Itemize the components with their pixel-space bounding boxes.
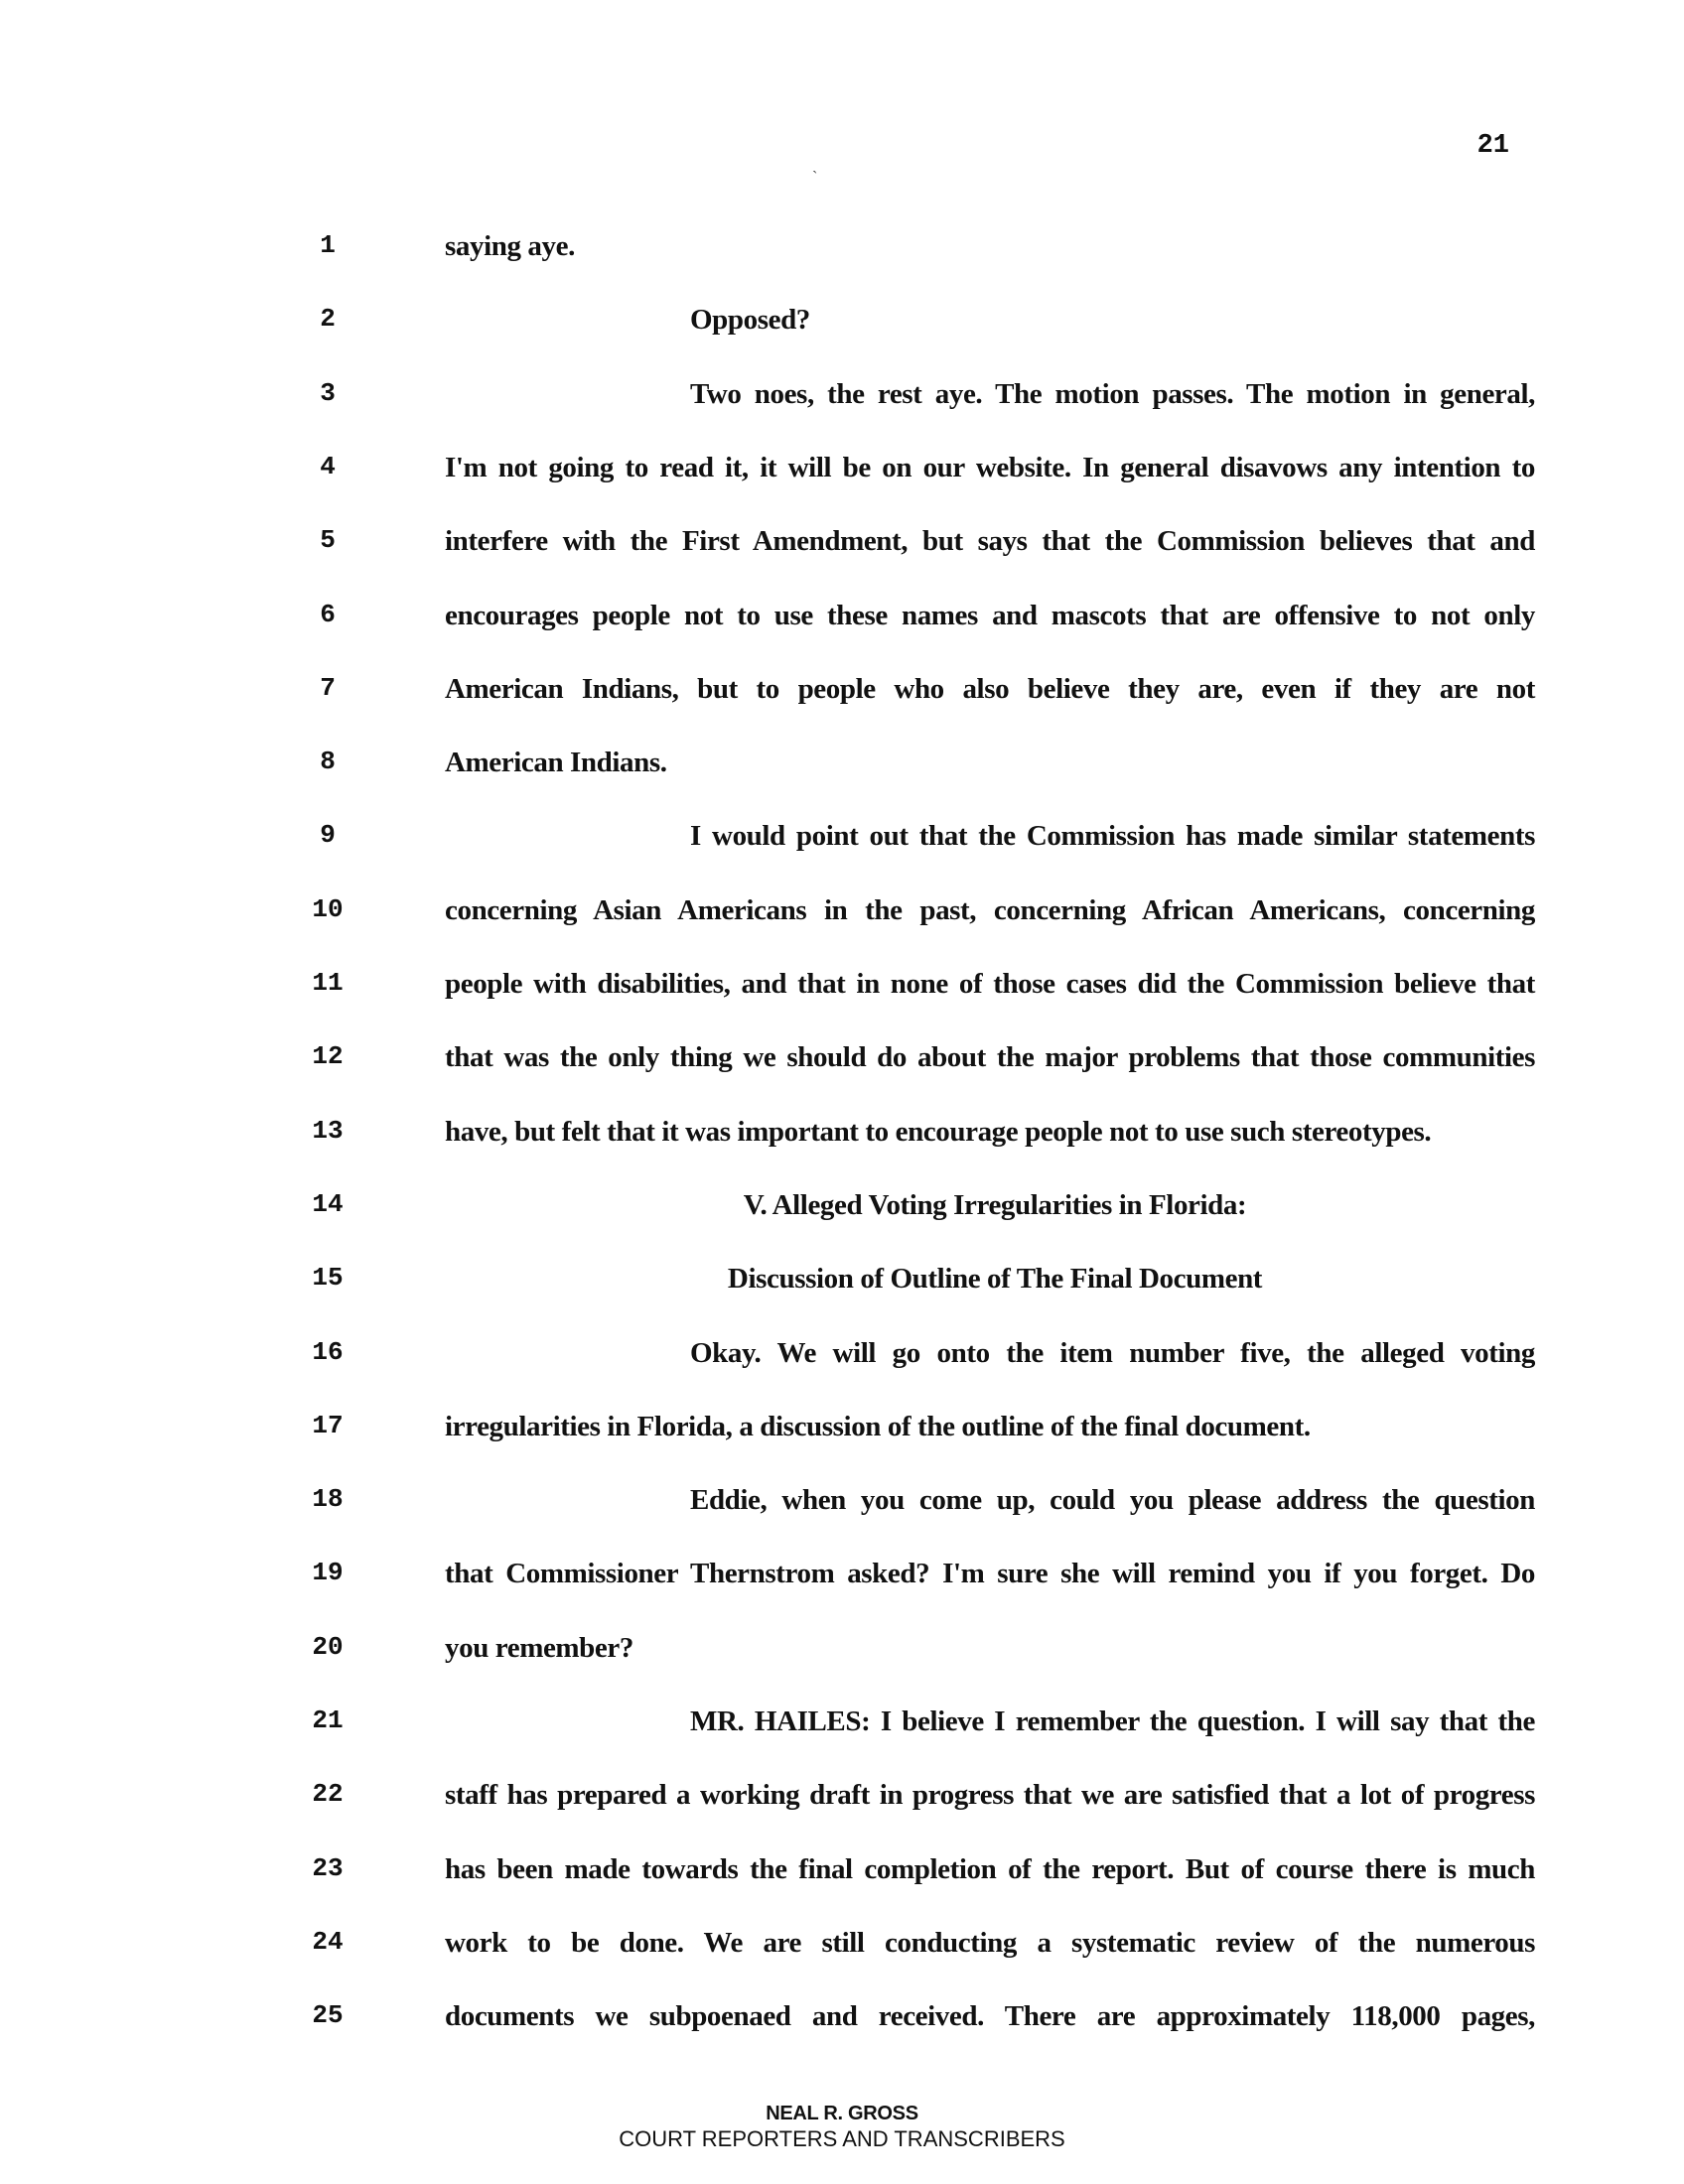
line-text: Opposed? xyxy=(690,304,810,337)
transcript-line xyxy=(0,228,1684,268)
transcript-line xyxy=(0,1482,1684,1522)
line-number: 18 xyxy=(312,1484,344,1515)
transcript-line xyxy=(0,1114,1684,1154)
transcript-line xyxy=(0,1187,1684,1227)
line-number: 25 xyxy=(312,2000,344,2031)
line-text: documents we subpoenaed and received. There are approximately 118,000 pages, xyxy=(445,2000,1535,2033)
line-number: 2 xyxy=(320,304,336,335)
line-text: that Commissioner Thernstrom asked? I'm sure she will remind you if you forget. Do xyxy=(445,1558,1535,1590)
line-number: 1 xyxy=(320,230,336,260)
section-heading: Discussion of Outline of The Final Document xyxy=(727,1263,1263,1296)
transcript-line xyxy=(0,745,1684,784)
line-text: American Indians. xyxy=(445,747,667,779)
transcript-line xyxy=(0,1335,1684,1375)
transcript-line xyxy=(0,523,1684,563)
line-number: 8 xyxy=(320,747,336,777)
line-number: 15 xyxy=(312,1263,344,1294)
line-text: you remember? xyxy=(445,1631,633,1664)
line-number: 4 xyxy=(320,451,336,481)
line-number: 7 xyxy=(320,672,336,703)
transcript-line xyxy=(0,450,1684,489)
line-text: staff has prepared a working draft in progress that we are satisfied that a lot of progress xyxy=(445,1779,1535,1812)
line-text: work to be done. We are still conducting a systematic review of the numerous xyxy=(445,1926,1535,1959)
line-number: 3 xyxy=(320,377,336,408)
transcript-line xyxy=(0,1998,1684,2038)
page-number: 21 xyxy=(1476,131,1509,161)
transcript-line xyxy=(0,1630,1684,1670)
line-text: MR. HAILES: I believe I remember the question. I will say that the xyxy=(690,1706,1535,1737)
transcript-line xyxy=(0,1261,1684,1300)
transcript-line xyxy=(0,818,1684,858)
line-number: 12 xyxy=(312,1041,344,1072)
transcript-line xyxy=(0,1777,1684,1817)
section-heading: V. Alleged Voting Irregularities in Florida: xyxy=(743,1188,1247,1221)
transcript-line xyxy=(0,671,1684,711)
line-number: 14 xyxy=(312,1188,344,1219)
line-text: have, but felt that it was important to encourage people not to use such stereotypes. xyxy=(445,1115,1432,1148)
transcript-line xyxy=(0,1039,1684,1079)
transcript-line xyxy=(0,376,1684,416)
line-number: 23 xyxy=(312,1852,344,1883)
line-number: 24 xyxy=(312,1926,344,1957)
transcript-line xyxy=(0,302,1684,341)
line-number: 21 xyxy=(312,1706,344,1735)
line-number: 10 xyxy=(312,893,344,924)
line-text: people with disabilities, and that in none of those cases did the Commission believe that xyxy=(445,968,1535,1000)
line-number: 17 xyxy=(312,1410,344,1440)
line-number: 16 xyxy=(312,1336,344,1367)
line-text: Eddie, when you come up, could you please address the question xyxy=(690,1484,1535,1517)
line-text: saying aye. xyxy=(445,230,575,262)
line-text: has been made towards the final completion of the report. But of course there is much xyxy=(445,1852,1535,1885)
line-text: Two noes, the rest aye. The motion passes. The motion in general, xyxy=(690,377,1535,410)
line-text: interfere with the First Amendment, but says that the Commission believes that and xyxy=(445,525,1535,558)
line-text: that was the only thing we should do about the major problems that those communities xyxy=(445,1041,1535,1074)
line-text: irregularities in Florida, a discussion of the outline of the final document. xyxy=(445,1410,1311,1442)
line-number: 11 xyxy=(312,968,344,998)
line-number: 13 xyxy=(312,1115,344,1146)
line-number: 5 xyxy=(320,525,336,556)
line-number: 22 xyxy=(312,1779,344,1810)
line-number: 19 xyxy=(312,1558,344,1588)
transcript-line xyxy=(0,1704,1684,1743)
stray-mark: ˏ xyxy=(812,157,818,174)
transcript-line xyxy=(0,1925,1684,1965)
line-number: 20 xyxy=(312,1631,344,1662)
line-text: American Indians, but to people who also believe they are, even if they are not xyxy=(445,672,1535,705)
line-text: Okay. We will go onto the item number five, the alleged voting xyxy=(690,1336,1535,1369)
line-text: I would point out that the Commission has made similar statements xyxy=(690,820,1535,853)
line-text: I'm not going to read it, it will be on our website. In general disavows any intention to xyxy=(445,451,1535,483)
line-text: concerning Asian Americans in the past, concerning African Americans, concerning xyxy=(445,893,1535,926)
transcript-line xyxy=(0,1556,1684,1595)
line-number: 9 xyxy=(320,820,336,851)
footer-reporter-name: NEAL R. GROSS xyxy=(766,2103,918,2124)
transcript-line xyxy=(0,1409,1684,1448)
transcript-line xyxy=(0,892,1684,932)
line-number: 6 xyxy=(320,599,336,629)
footer-reporter-subtitle: COURT REPORTERS AND TRANSCRIBERS xyxy=(619,2126,1065,2151)
transcript-line xyxy=(0,966,1684,1006)
transcript-line xyxy=(0,598,1684,637)
line-text: encourages people not to use these names and mascots that are offensive to not only xyxy=(445,599,1535,631)
transcript-line xyxy=(0,1851,1684,1891)
